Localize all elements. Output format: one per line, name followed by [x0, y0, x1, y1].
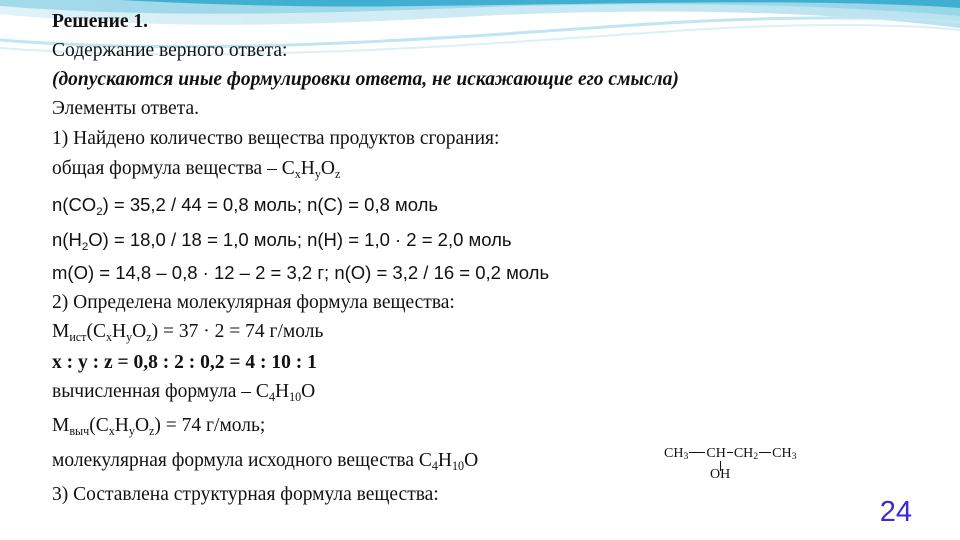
general-formula-line: общая формула вещества – $C_xH_yO_z$: [52, 158, 341, 181]
structural-formula-chain: $CH_3$ CH $CH_2$ $CH_3$: [664, 446, 797, 462]
calc-formula-line: вычисленная формула – $C_4H_{10}O$: [52, 381, 316, 404]
step-2-heading: 2) Определена молекулярная формула вещества:: [52, 292, 455, 313]
allowed-note: (допускаются иные формулировки ответа, не искажающие его смысла): [52, 69, 679, 90]
page-number: 24: [879, 496, 912, 528]
elements-heading: Элементы ответа.: [52, 98, 199, 119]
m-vych-line: $M_{выч}(C_xH_yO_z) = 74$ г/моль;: [52, 415, 266, 438]
n-h2o-line: $n(H_2O) = 18,0 / 18 = 1,0$ моль; n(H) = 1,0 · 2 = 2,0 моль: [52, 229, 512, 253]
m-ist-line: $M_{ист}(C_xH_yO_z) = 37 \cdot 2 = 74$ г/моль: [52, 321, 324, 344]
molecular-formula-line: молекулярная формула исходного вещества $C_4H_{10}O$: [52, 450, 479, 473]
structural-formula-oh: OH: [710, 467, 731, 482]
m-o-line: m(O) = 14,8 – 0,8 · 12 – 2 = 3,2 г; n(O) = 3,2 / 16 = 0,2 моль: [52, 262, 550, 283]
content-heading: Содержание верного ответа:: [52, 40, 288, 61]
solution-title: Решение 1.: [52, 11, 149, 32]
step-1-heading: 1) Найдено количество вещества продуктов сгорания:: [52, 128, 500, 149]
n-co2-line: $n(CO_2) = 35,2 / 44 = 0,8$ моль; n(C) = 0,8 моль: [52, 194, 439, 218]
step-3-heading: 3) Составлена структурная формула вещества:: [52, 484, 439, 505]
ratio-line: x : y : z = 0,8 : 2 : 0,2 = 4 : 10 : 1: [52, 352, 317, 373]
